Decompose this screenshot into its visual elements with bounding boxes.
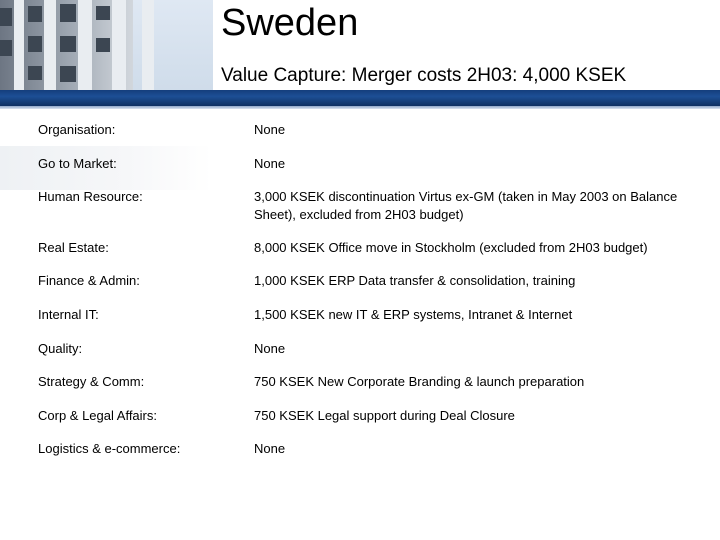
row-value: 3,000 KSEK discontinuation Virtus ex-GM (taken in May 2003 on Balance Sheet), excluded from 2H03 budget) <box>254 189 678 222</box>
row-label: Finance & Admin: <box>38 273 140 288</box>
page-title: Sweden <box>221 2 359 44</box>
building-window <box>60 4 76 22</box>
building-window <box>60 36 76 52</box>
row-value: 8,000 KSEK Office move in Stockholm (excluded from 2H03 budget) <box>254 240 648 255</box>
row-value: 1,000 KSEK ERP Data transfer & consolidation, training <box>254 273 576 288</box>
row-value: None <box>254 441 286 456</box>
building-column <box>44 0 56 90</box>
building-column <box>14 0 24 90</box>
row-value: 750 KSEK Legal support during Deal Closure <box>254 408 515 423</box>
row-value: None <box>254 341 286 356</box>
building-window <box>96 6 110 20</box>
row-value: 750 KSEK New Corporate Branding & launch preparation <box>254 374 585 389</box>
page-subtitle: Value Capture: Merger costs 2H03: 4,000 KSEK <box>221 65 627 86</box>
row-label: Internal IT: <box>38 307 99 322</box>
row-label: Quality: <box>38 341 83 356</box>
building-column <box>112 0 126 90</box>
building-window <box>28 36 42 52</box>
row-value: 1,500 KSEK new IT & ERP systems, Intranet & Internet <box>254 307 573 322</box>
building-column <box>142 0 154 90</box>
building-window <box>28 66 42 80</box>
building-window <box>0 8 12 26</box>
header-band-highlight <box>0 106 720 109</box>
building-window <box>28 6 42 22</box>
building-column <box>78 0 92 90</box>
row-label: Real Estate: <box>38 240 109 255</box>
row-label: Organisation: <box>38 122 116 137</box>
row-label: Logistics & e-commerce: <box>38 441 181 456</box>
building-window <box>0 40 12 56</box>
row-label: Corp & Legal Affairs: <box>38 408 157 423</box>
row-label: Human Resource: <box>38 189 143 204</box>
building-photo <box>0 0 213 90</box>
building-window <box>96 38 110 52</box>
row-label: Strategy & Comm: <box>38 374 145 389</box>
row-value: None <box>254 156 286 171</box>
header-band <box>0 90 720 106</box>
row-value: None <box>254 122 286 137</box>
row-label: Go to Market: <box>38 156 117 171</box>
building-window <box>60 66 76 82</box>
